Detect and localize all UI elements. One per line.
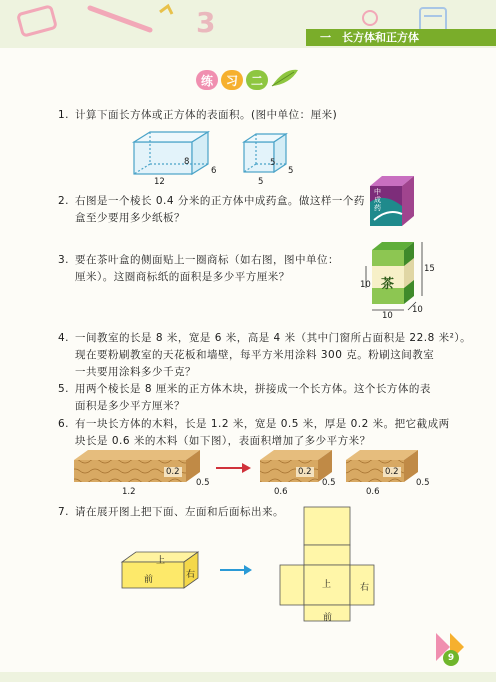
net-front-label: 前 (323, 613, 333, 623)
tea-depth-label: 10 (412, 305, 423, 315)
cube-height-label: 5 (270, 158, 276, 168)
piece1-width-label: 0.5 (322, 478, 336, 488)
piece1-thickness-label: 0.2 (298, 467, 312, 477)
question-2 (58, 193, 365, 227)
wood-width-label: 0.5 (196, 478, 210, 488)
exercise-title-badge (196, 70, 268, 90)
question-7 (58, 504, 284, 521)
question-text: 计算下面长方体或正方体的表面积。(图中单位：厘米) (75, 109, 338, 121)
leaf-icon (270, 66, 300, 90)
question-number: 6. (58, 418, 70, 430)
tea-height-label: 15 (424, 264, 435, 274)
badge-char: 练 (196, 70, 218, 90)
question-number: 4. (58, 332, 70, 344)
question-text: 要在茶叶盒的侧面贴上一圈商标（如右图，图中单位： (75, 254, 339, 266)
tea-box-text: 茶 (381, 277, 395, 292)
cube-length-label: 5 (258, 177, 264, 187)
badge-char: 习 (221, 70, 243, 90)
tea-band-label: 10 (360, 280, 371, 290)
question-number: 7. (58, 506, 70, 518)
question-5 (58, 381, 431, 415)
wood-thickness-label: 0.2 (166, 467, 180, 477)
arrow-icon (218, 563, 254, 577)
page-header (0, 0, 496, 48)
question-number: 5. (58, 383, 70, 395)
section-title: 一 长方体和正方体 (306, 29, 496, 46)
question-text: 盒至少要用多少纸板？ (75, 212, 185, 224)
question-1 (58, 107, 337, 124)
question-number: 3. (58, 254, 70, 266)
question-text: 一共要用涂料多少千克？ (75, 366, 196, 378)
question-text: 右图是一个棱长 0.4 分米的正方体中成药盒。做这样一个药 (75, 195, 365, 207)
wood-length-label: 1.2 (122, 487, 136, 497)
question-text: 用两个棱长是 8 厘米的正方体木块，拼接成一个长方体。这个长方体的表 (75, 383, 431, 395)
medicine-box-text: 中成药 (374, 188, 381, 212)
piece2-thickness-label: 0.2 (385, 467, 399, 477)
net-right-label: 右 (360, 583, 370, 593)
badge-char: 二 (246, 70, 268, 90)
question-text: 面积是多少平方厘米？ (75, 400, 185, 412)
question-6 (58, 416, 450, 450)
question-text: 现在要粉刷教室的天花板和墙壁，每平方米用涂料 300 克。粉刷这间教室 (75, 349, 435, 361)
cuboid-height-label: 8 (184, 157, 190, 167)
cuboid-width-label: 6 (211, 166, 217, 176)
cuboid-right-face-label: 右 (186, 570, 196, 580)
cuboid-net (274, 505, 384, 625)
question-number: 1. (58, 109, 70, 121)
question-text: 请在展开图上把下面、左面和后面标出来。 (75, 506, 284, 518)
cube-width-label: 5 (288, 166, 294, 176)
piece1-length-label: 0.6 (274, 487, 288, 497)
net-top-label: 上 (322, 580, 332, 590)
question-4 (58, 330, 471, 381)
piece2-width-label: 0.5 (416, 478, 430, 488)
cuboid-front-face-label: 前 (144, 575, 154, 585)
tea-width-label: 10 (382, 311, 393, 321)
question-number: 2. (58, 195, 70, 207)
question-text: 一间教室的长是 8 米，宽是 6 米，高是 4 米（其中门窗所占面积是 22.8 米²）。 (75, 332, 472, 344)
page-number: 9 (443, 650, 459, 666)
question-text: 有一块长方体的木料，长是 1.2 米，宽是 0.5 米，厚是 0.2 米。把它截成两 (75, 418, 450, 430)
page-footer (0, 672, 496, 682)
header-digit: 3 (196, 6, 216, 39)
question-3 (58, 252, 339, 286)
question-text: 厘米）。这圈商标纸的面积是多少平方厘米？ (75, 271, 290, 283)
cuboid-top-face-label: 上 (156, 556, 166, 566)
piece2-length-label: 0.6 (366, 487, 380, 497)
cuboid-length-label: 12 (154, 177, 165, 187)
question-text: 块长是 0.6 米的木料（如下图），表面积增加了多少平方米？ (75, 435, 371, 447)
